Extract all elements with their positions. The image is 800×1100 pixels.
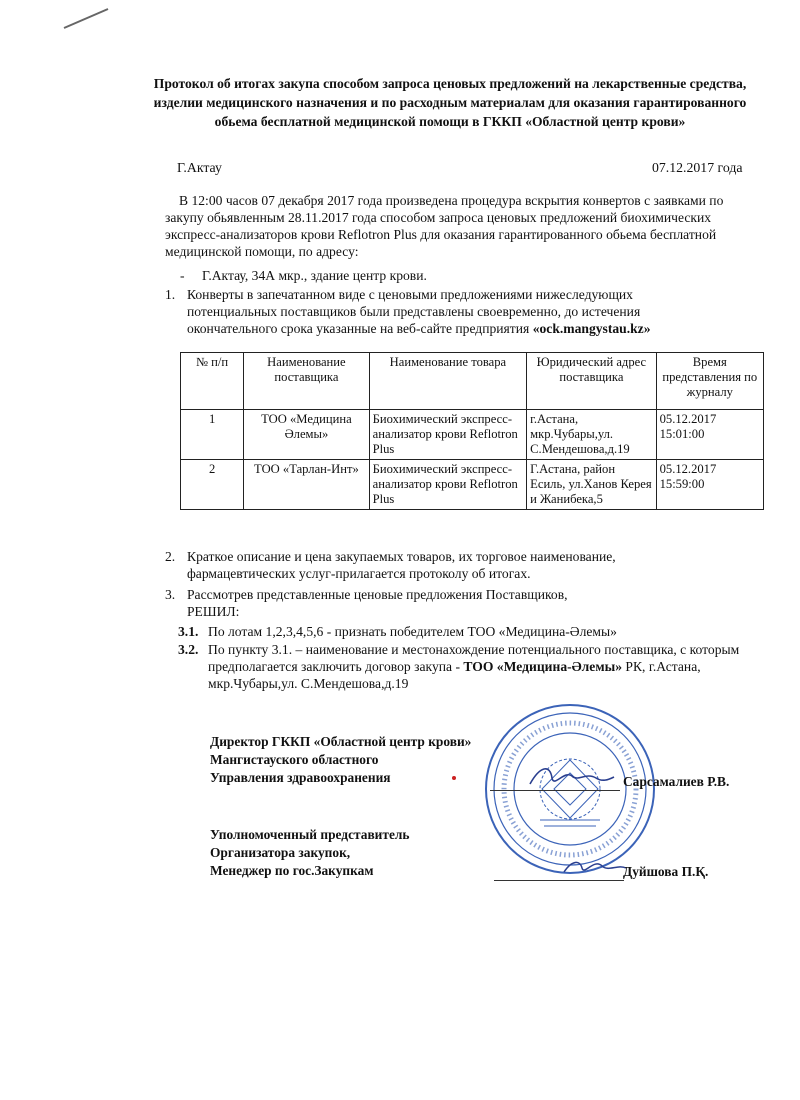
director-title-line-1: Директор ГККП «Областной центр крови» (210, 734, 472, 749)
director-name: Сарсамалиев Р.В. (623, 774, 730, 789)
director-title-line-2: Мангистауского областного (210, 752, 379, 767)
item-3-text: Рассмотрев представленные ценовые предложения Поставщиков, (187, 587, 568, 602)
decision-label: РЕШИЛ: (187, 604, 240, 619)
item-1-number: 1. (165, 287, 176, 302)
director-signature-scribble (526, 760, 616, 792)
winner-name: ТОО «Медицина-Әлемы» (463, 659, 623, 674)
table-row (181, 410, 764, 460)
document-date: 07.12.2017 года (652, 160, 743, 175)
cell-goods: Биохимический экспресс-анализатор крови Reflotron Plus (369, 460, 527, 510)
item-1-text: Конверты в запечатанном виде с ценовыми предложениями нижеследующих потенциальных поставщиков были представлены своевременно, до истечения окончательного срока указанные на веб-сайте предприятия (187, 287, 641, 336)
city: Г.Актау (177, 160, 222, 175)
item-3-number: 3. (165, 587, 176, 602)
item-3-1-number: 3.1. (178, 624, 199, 639)
item-3-2-text: По пункту 3.1. – наименование и местонахождение потенциального поставщика, с которым предполагается заключить договор закупа - (208, 642, 740, 674)
director-signature-line (490, 790, 620, 791)
col-supplier: Наименование поставщика (244, 353, 369, 410)
item-1 (165, 286, 705, 337)
item-3-2 (178, 641, 758, 692)
col-number: № п/п (181, 353, 244, 410)
scan-artifact-stroke (62, 6, 112, 30)
address-text: Г.Актау, 34А мкр., здание центр крови. (202, 268, 427, 283)
cell-supplier: ТОО «Медицина Әлемы» (244, 410, 369, 460)
representative-name: Дуйшова П.Қ. (623, 864, 709, 879)
cell-address: Г.Астана, район Есиль, ул.Ханов Керея и Жанибека,5 (527, 460, 656, 510)
representative-signature-line (494, 880, 624, 881)
item-3-2-text-after: РК, г.Астана, мкр.Чубары,ул. С.Мендешова,д.19 (208, 659, 701, 691)
col-time: Время представления по журналу (656, 353, 763, 410)
representative-title-line-2: Организатора закупок, (210, 845, 351, 860)
address-marker: - (180, 268, 185, 283)
cell-goods: Биохимический экспресс-анализатор крови Reflotron Plus (369, 410, 527, 460)
item-2 (165, 548, 685, 582)
signature-block-director (210, 733, 471, 787)
cell-supplier: ТОО «Тарлан-Инт» (244, 460, 369, 510)
intro-text: В 12:00 часов 07 декабря 2017 года произведена процедура вскрытия конвертов с заявками по закупу обьявленным 28.11.2017 года способом запроса ценовых предложений биохимических экспресс-анализаторов крови Reflotron Plus для оказания гарантированного обьема бесплатной медицинской помощи, по адресу: (165, 193, 724, 259)
cell-time: 05.12.2017 15:01:00 (656, 410, 763, 460)
item-3-2-number: 3.2. (178, 642, 199, 657)
cell-time: 05.12.2017 15:59:00 (656, 460, 763, 510)
document-title: Протокол об итогах закупа способом запроса ценовых предложений на лекарственные средства, изделии медицинского назначения и по расходным материалам для оказания гарантированного обьема бесплатной медицинской помощи в ГККП «Областной центр крови» (153, 76, 747, 129)
cell-address: г.Астана, мкр.Чубары,ул. С.Мендешова,д.19 (527, 410, 656, 460)
representative-title-line-1: Уполномоченный представитель (210, 827, 410, 842)
director-title-line-3: Управления здравоохранения (210, 770, 391, 785)
item-2-text: Краткое описание и цена закупаемых товаров, их торговое наименование, фармацевтических услуг-прилагается протоколу об итогах. (187, 549, 616, 581)
item-3-1-text: По лотам 1,2,3,4,5,6 - признать победителем ТОО «Медицина-Әлемы» (208, 624, 617, 639)
signature-block-representative (210, 826, 410, 880)
cell-number: 2 (181, 460, 244, 510)
suppliers-table (180, 352, 764, 510)
item-3-1 (178, 623, 738, 640)
representative-signature-scribble (560, 852, 630, 880)
intro-paragraph (165, 192, 765, 260)
table-row (181, 460, 764, 510)
col-goods: Наименование товара (369, 353, 527, 410)
item-2-number: 2. (165, 549, 176, 564)
representative-title-line-3: Менеджер по гос.Закупкам (210, 863, 374, 878)
table-header-row (181, 353, 764, 410)
col-address: Юридический адрес поставщика (527, 353, 656, 410)
cell-number: 1 (181, 410, 244, 460)
item-3 (165, 586, 685, 620)
website-link: «ock.mangystau.kz» (532, 321, 651, 336)
address-item (180, 268, 427, 284)
